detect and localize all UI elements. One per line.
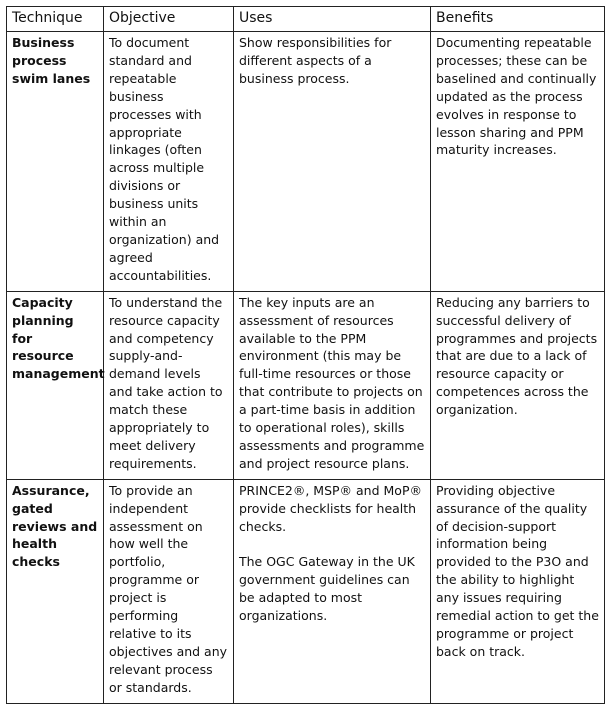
header-row <box>7 7 605 32</box>
uses-paragraph: Show responsibilities for different aspects of a business process. <box>239 35 392 86</box>
objective-cell: To document standard and repeatable business processes with appropriate linkages (often across multiple divisions or business units within an organization) and agreed accountabilities. <box>104 32 234 292</box>
techniques-table <box>6 6 605 704</box>
uses-cell <box>234 291 431 479</box>
uses-paragraph: The key inputs are an assessment of resources available to the PPM environment (this may be full-time resources or those that contribute to projects on a part-time basis in addition to operational roles), skills assessments and programme and project resource plans. <box>239 294 425 471</box>
table-row <box>7 479 605 703</box>
objective-cell: To provide an independent assessment on how well the portfolio, programme or project is performing relative to its objectives and any relevant process or standards. <box>104 479 234 703</box>
header-benefits: Benefits <box>431 7 605 32</box>
header-objective: Objective <box>104 7 234 32</box>
technique-cell: Assurance, gated reviews and health checks <box>7 479 104 703</box>
table-row <box>7 32 605 292</box>
uses-paragraph: PRINCE2®, MSP® and MoP® provide checklists for health checks. <box>239 482 422 534</box>
technique-cell: Capacity planning for resource management <box>7 291 104 479</box>
header-technique: Technique <box>7 7 104 32</box>
header-uses: Uses <box>234 7 431 32</box>
benefits-cell: Documenting repeatable processes; these can be baselined and continually updated as the process evolves in response to lesson sharing and PPM maturity increases. <box>431 32 605 292</box>
uses-paragraph: The OGC Gateway in the UK government guidelines can be adapted to most organizations. <box>239 554 415 624</box>
uses-cell <box>234 32 431 292</box>
objective-cell: To understand the resource capacity and competency supply-and-demand levels and take action to match these appropriately to meet delivery requirements. <box>104 291 234 479</box>
benefits-cell: Reducing any barriers to successful delivery of programmes and projects that are due to a lack of resource capacity or competences across the organization. <box>431 291 605 479</box>
benefits-cell: Providing objective assurance of the quality of decision-support information being provided to the P3O and the ability to highlight any issues requiring remedial action to get the programme or project back on track. <box>431 479 605 703</box>
technique-cell: Business process swim lanes <box>7 32 104 292</box>
uses-cell <box>234 479 431 703</box>
table-row <box>7 291 605 479</box>
